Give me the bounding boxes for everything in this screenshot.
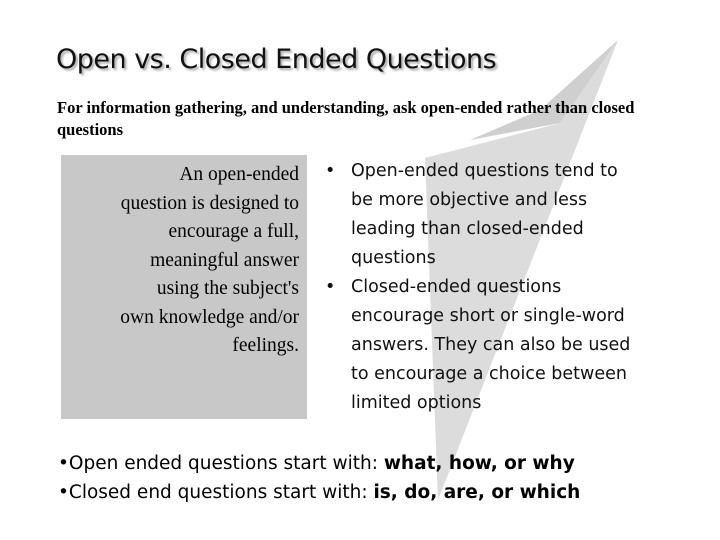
definition-text (59, 161, 299, 361)
definition-line: meaningful answer (150, 249, 299, 271)
bullet-item-closed-ended (325, 273, 670, 418)
starter-keywords: is, do, are, or which (373, 482, 581, 503)
bullet-line: encourage short or single-word (351, 306, 625, 326)
bullet-line: leading than closed-ended (351, 219, 584, 239)
open-ended-starters (58, 449, 698, 478)
slide-subtitle: For information gathering, and understanding, ask open-ended rather than closed questions (57, 98, 635, 139)
starter-prefix: •Open ended questions start with: (58, 453, 384, 474)
bullet-line: be more objective and less (351, 190, 588, 210)
definition-line: using the subject's (156, 278, 299, 299)
bullet-line: questions (351, 248, 436, 268)
definition-line: question is designed to (120, 192, 299, 214)
definition-line: own knowledge and/or (120, 306, 299, 328)
bullet-line: answers. They can also be used (351, 335, 631, 355)
definition-line: feelings. (232, 335, 299, 356)
bullet-line: limited options (351, 393, 482, 413)
bullet-marker: • (325, 277, 336, 297)
slide-title: Open vs. Closed Ended Questions (56, 44, 497, 75)
starter-keywords: what, how, or why (383, 453, 575, 474)
definition-line: An open-ended (179, 164, 299, 185)
bullet-line: Open-ended questions tend to (351, 161, 618, 181)
bullet-marker: • (325, 161, 336, 181)
question-starters (58, 449, 698, 507)
bullet-line: to encourage a choice between (351, 364, 627, 384)
bullet-item-open-ended (325, 157, 670, 273)
closed-ended-starters (58, 478, 698, 507)
bullet-line: Closed-ended questions (351, 277, 562, 297)
definition-box (61, 155, 307, 419)
starter-prefix: •Closed end questions start with: (58, 482, 374, 503)
definition-line: encourage a full, (168, 221, 299, 242)
bullet-list (325, 157, 670, 418)
